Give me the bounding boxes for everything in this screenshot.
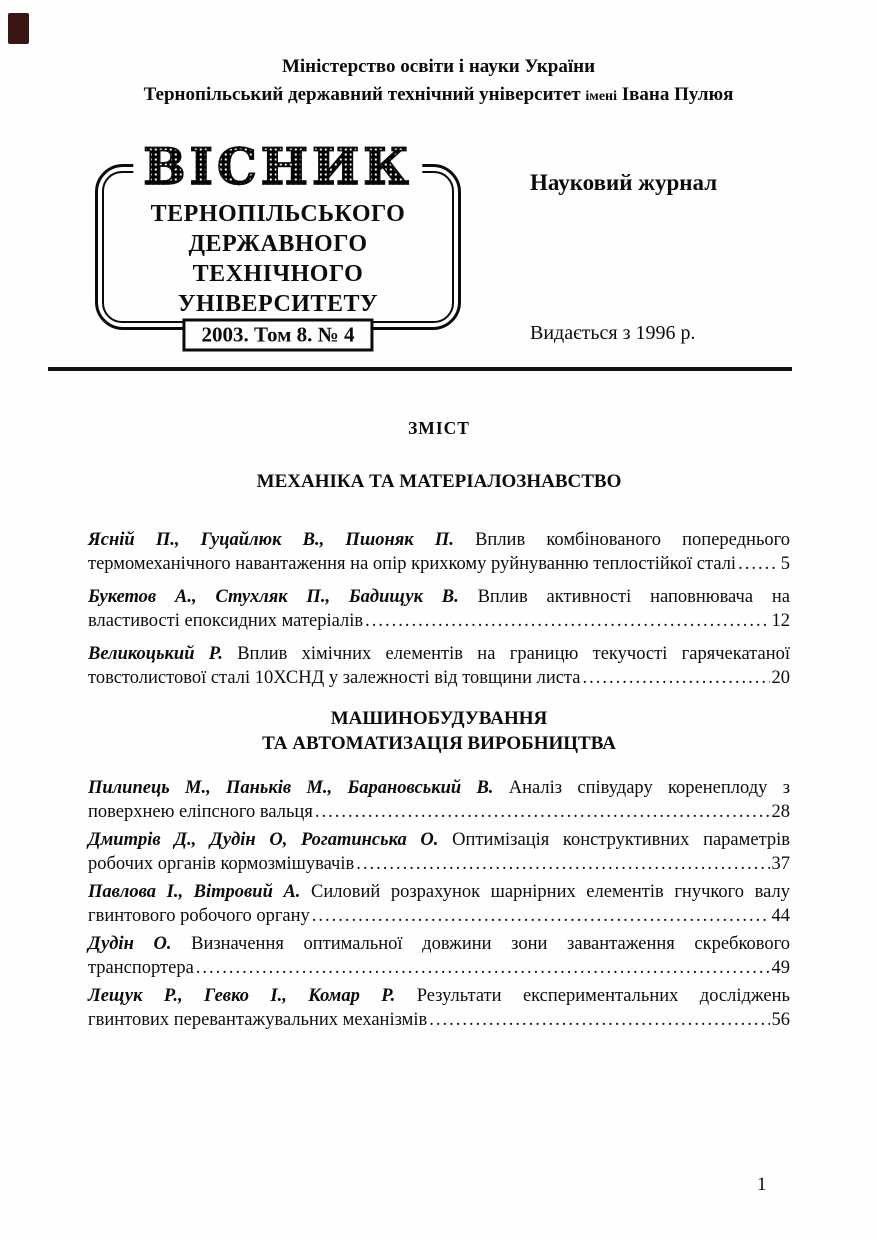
toc-entry-title-part1: Визначення оптимальної довжини зони завантаження скребкового [191, 934, 790, 954]
university-patron: Івана Пулюя [621, 84, 734, 105]
toc-entry-authors: Пилипець М., Паньків М., Барановський В. [88, 778, 494, 798]
journal-title-visnyk: ВІСНИК [143, 137, 413, 196]
toc-entry-title-part2: гвинтових перевантажувальних механізмів [88, 1010, 428, 1030]
toc-entry-title-part1: Силовий розрахунок шарнірних елементів гнучкого валу [311, 882, 790, 902]
dot-leader [315, 800, 770, 824]
page-number: 1 [757, 1174, 767, 1195]
journal-logo-box [95, 137, 461, 347]
toc-entry-second-line [88, 609, 790, 633]
toc-entry-title-part2: гвинтового робочого органу [88, 906, 310, 926]
toc-entry-title-part2: робочих органів кормозмішувачів [88, 854, 355, 874]
toc-entry-first-line [88, 776, 790, 800]
toc-entry-first-line [88, 880, 790, 904]
toc-entry-authors: Ясній П., Гуцайлюк В., Пшоняк П. [88, 530, 454, 550]
section-heading-line: ТА АВТОМАТИЗАЦІЯ ВИРОБНИЦТВА [262, 733, 616, 754]
logo-line-3: ТЕХНІЧНОГО [192, 261, 364, 287]
dot-leader [738, 552, 779, 576]
toc-entry-first-line [88, 828, 790, 852]
issue-label: 2003. Том 8. № 4 [201, 322, 355, 347]
dot-leader [312, 904, 770, 928]
section-heading [88, 469, 790, 494]
toc-title: ЗМІСТ [408, 418, 470, 438]
university-line [0, 84, 877, 106]
section-heading [88, 706, 790, 756]
toc-entry-title-part2: термомеханічного навантаження на опір крихкому руйнуванню теплостійкої сталі [88, 554, 737, 574]
published-since-label: Видається з 1996 р. [530, 322, 696, 344]
toc-entry-first-line [88, 642, 790, 666]
dot-leader [582, 666, 769, 690]
toc-entry [88, 585, 790, 633]
dot-leader [365, 609, 769, 633]
toc-entry-second-line [88, 552, 790, 576]
university-name: Тернопільський державний технічний університет [143, 84, 581, 105]
toc-entry-title-part1: Вплив комбінованого попереднього [475, 530, 791, 550]
toc-entry-authors: Великоцький Р. [88, 644, 223, 664]
toc-entry-title-part1: Результати експериментальних досліджень [416, 986, 790, 1006]
dot-leader [196, 956, 770, 980]
toc-entry-first-line [88, 585, 790, 609]
scan-artifact [8, 13, 29, 44]
issue-box [182, 319, 373, 352]
dot-leader [356, 852, 769, 876]
toc-entry-page: 56 [771, 1010, 790, 1030]
toc-entry-page: 37 [771, 854, 790, 874]
divider-rule [48, 367, 792, 371]
toc-entry-authors: Лещук Р., Гевко І., Комар Р. [88, 986, 396, 1006]
toc-entry-first-line [88, 984, 790, 1008]
journal-type-label: Науковий журнал [530, 170, 718, 195]
section-heading-line: МАШИНОБУДУВАННЯ [330, 708, 548, 729]
toc-entry-first-line [88, 528, 790, 552]
toc-entry [88, 880, 790, 928]
toc-entry-second-line [88, 904, 790, 928]
toc-entry-second-line [88, 852, 790, 876]
toc-entry-title-part2: товстолистової сталі 10ХСНД у залежності від товщини листа [88, 668, 581, 688]
logo-line-1: ТЕРНОПІЛЬСЬКОГО [150, 201, 406, 227]
toc-entry-title-part2: властивості епоксидних матеріалів [88, 611, 364, 631]
toc-entry [88, 984, 790, 1032]
toc-entry-second-line [88, 800, 790, 824]
toc-entry-second-line [88, 956, 790, 980]
toc-entry-page: 49 [771, 958, 790, 978]
toc-entry-page: 12 [771, 611, 790, 631]
logo-line-2: ДЕРЖАВНОГО [188, 231, 368, 257]
toc-entry-authors: Дмитрів Д., Дудін О, Рогатинська О. [88, 830, 439, 850]
toc-entry-title-part2: транспортера [88, 958, 194, 978]
section-machine-building [88, 706, 790, 1032]
toc-entry-second-line [88, 1008, 790, 1032]
toc-entry-first-line [88, 932, 790, 956]
toc-entry-authors: Дудін О. [88, 934, 172, 954]
toc-entry-title-part1: Аналіз співудару коренеплоду з [508, 778, 791, 798]
toc-entry-page: 28 [771, 802, 790, 822]
table-of-contents [88, 418, 790, 1036]
toc-entry-page: 44 [771, 906, 790, 926]
logo-line-4: УНІВЕРСИТЕТУ [177, 291, 379, 317]
toc-entry [88, 776, 790, 824]
toc-entry [88, 828, 790, 876]
dot-leader [429, 1008, 769, 1032]
university-named-after: імені [585, 89, 617, 104]
section-heading-line: МЕХАНІКА ТА МАТЕРІАЛОЗНАВСТВО [256, 471, 622, 492]
ministry-line: Міністерство освіти і науки України [281, 56, 596, 77]
toc-entry-title-part2: поверхнею еліпсного вальця [88, 802, 313, 822]
journal-title-wrap [133, 137, 422, 196]
section-mechanics [88, 469, 790, 690]
toc-entry-second-line [88, 666, 790, 690]
toc-entry [88, 528, 790, 576]
toc-entry-title-part1: Вплив хімічних елементів на границю текучості гарячекатаної [237, 644, 790, 664]
toc-entry-page: 5 [780, 554, 790, 574]
toc-entry-authors: Павлова І., Вітровий А. [88, 882, 301, 902]
toc-entry-title-part1: Оптимізація конструктивних параметрів [452, 830, 791, 850]
toc-entry [88, 642, 790, 690]
toc-entry-title-part1: Вплив активності наповнювача на [477, 587, 790, 607]
toc-entry [88, 932, 790, 980]
toc-entry-page: 20 [771, 668, 790, 688]
toc-entry-authors: Букетов А., Стухляк П., Бадищук В. [88, 587, 459, 607]
